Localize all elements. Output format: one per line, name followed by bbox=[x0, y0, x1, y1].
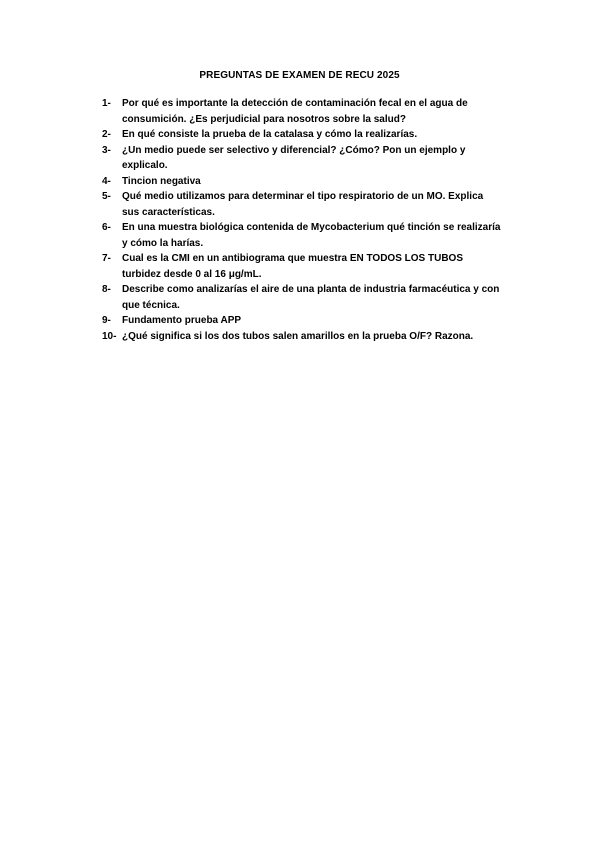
question-number: 3- bbox=[102, 144, 111, 156]
question-text: En una muestra biológica contenida de Mycobacterium qué tinción se realizaría y cómo la harías. bbox=[122, 222, 501, 249]
question-number: 9- bbox=[102, 315, 111, 326]
question-number: 7- bbox=[102, 253, 111, 264]
list-item bbox=[102, 174, 502, 190]
question-text: Tincion negativa bbox=[122, 175, 201, 187]
list-item bbox=[102, 127, 502, 143]
list-item bbox=[102, 313, 502, 329]
question-text: Describe como analizarías el aire de una planta de industria farmacéutica y con que técnica. bbox=[122, 284, 500, 311]
list-item bbox=[102, 251, 502, 282]
question-text: En qué consiste la prueba de la catalasa y cómo la realizarías. bbox=[122, 129, 418, 140]
list-item bbox=[102, 96, 502, 127]
question-text: ¿Qué significa si los dos tubos salen amarillos en la prueba O/F? Razona. bbox=[122, 330, 474, 342]
list-item bbox=[102, 282, 502, 313]
question-text: ¿Un medio puede ser selectivo y diferencial? ¿Cómo? Pon un ejemplo y explicalo. bbox=[122, 144, 466, 171]
list-item bbox=[102, 220, 502, 251]
question-number: 10- bbox=[102, 330, 117, 342]
list-item bbox=[102, 143, 502, 174]
question-number: 2- bbox=[102, 129, 111, 140]
list-item bbox=[102, 189, 502, 220]
question-text: Qué medio utilizamos para determinar el tipo respiratorio de un MO. Explica sus características. bbox=[122, 191, 484, 218]
question-number: 5- bbox=[102, 191, 111, 202]
question-number: 1- bbox=[102, 98, 111, 109]
question-list bbox=[102, 96, 502, 344]
question-text: Por qué es importante la detección de contaminación fecal en el agua de consumición. ¿Es perjudicial para nosotros sobre la salud? bbox=[122, 98, 468, 125]
question-number: 4- bbox=[102, 175, 111, 187]
question-text: Cual es la CMI en un antibiograma que muestra EN TODOS LOS TUBOS turbidez desde 0 al 16 μg/mL. bbox=[122, 253, 463, 280]
document-title: PREGUNTAS DE EXAMEN DE RECU 2025 bbox=[199, 70, 400, 81]
question-number: 6- bbox=[102, 222, 111, 233]
question-number: 8- bbox=[102, 284, 111, 295]
question-text: Fundamento prueba APP bbox=[122, 315, 242, 326]
list-item bbox=[102, 329, 502, 345]
